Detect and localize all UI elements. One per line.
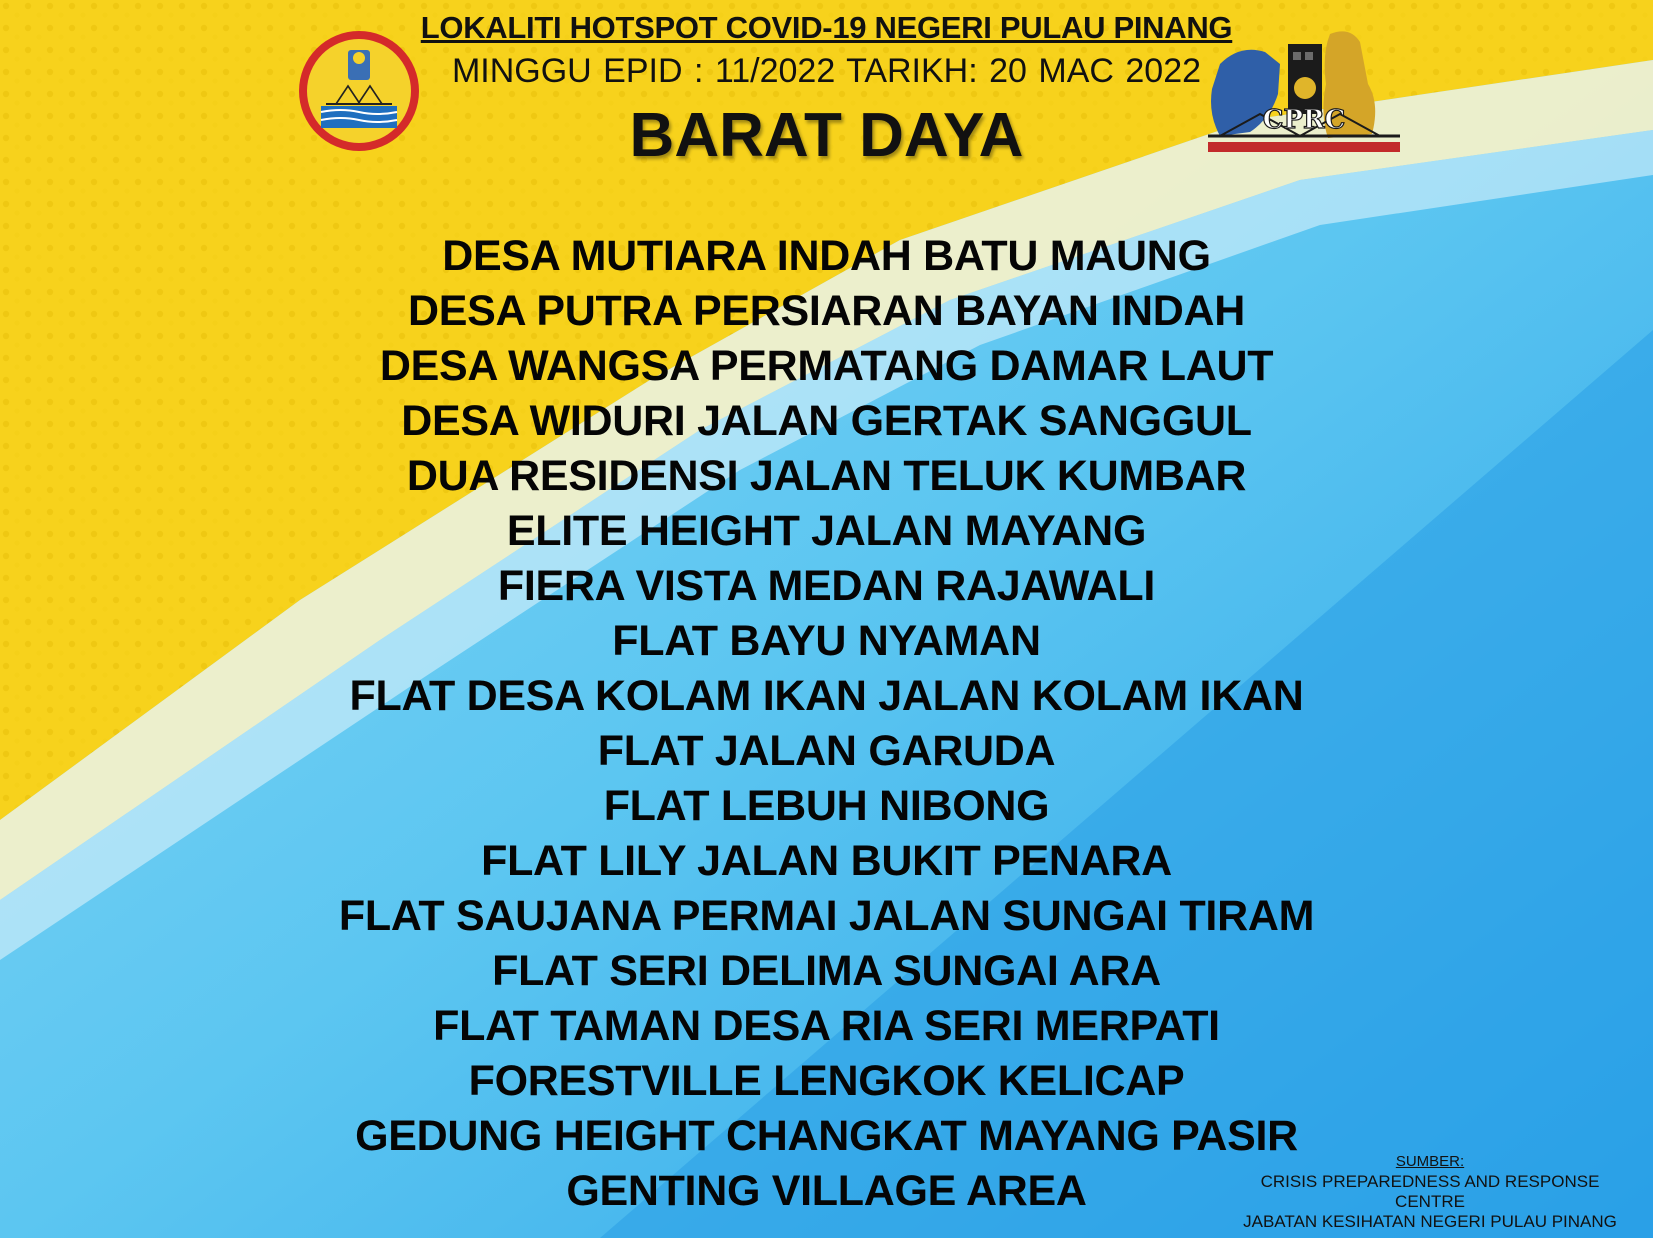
- page-title: LOKALITI HOTSPOT COVID-19 NEGERI PULAU PINANG: [420, 10, 1233, 45]
- list-item: FLAT LILY JALAN BUKIT PENARA: [481, 837, 1172, 885]
- list-item: DESA PUTRA PERSIARAN BAYAN INDAH: [408, 287, 1245, 335]
- list-item: FLAT SAUJANA PERMAI JALAN SUNGAI TIRAM: [338, 892, 1315, 940]
- source-line-1: CRISIS PREPAREDNESS AND RESPONSE: [1260, 1172, 1600, 1191]
- locality-list: [0, 229, 1653, 1219]
- list-item: DUA RESIDENSI JALAN TELUK KUMBAR: [406, 452, 1247, 500]
- list-item: FLAT DESA KOLAM IKAN JALAN KOLAM IKAN: [349, 672, 1304, 720]
- page-subtitle: MINGGU EPID : 11/2022 TARIKH: 20 MAC 2022: [451, 52, 1202, 90]
- source-line-3: JABATAN KESIHATAN NEGERI PULAU PINANG: [1243, 1212, 1617, 1231]
- list-item: FLAT SERI DELIMA SUNGAI ARA: [492, 947, 1161, 995]
- list-item: GENTING VILLAGE AREA: [566, 1167, 1087, 1215]
- list-item: GEDUNG HEIGHT CHANGKAT MAYANG PASIR: [355, 1112, 1298, 1160]
- list-item: FORESTVILLE LENGKOK KELICAP: [468, 1057, 1185, 1105]
- list-item: FLAT BAYU NYAMAN: [612, 617, 1041, 665]
- cprc-logo-text: CPRC: [1262, 105, 1346, 135]
- district-heading: BARAT DAYA: [629, 101, 1024, 170]
- source-label: SUMBER:: [1395, 1153, 1465, 1170]
- list-item: ELITE HEIGHT JALAN MAYANG: [506, 507, 1147, 555]
- list-item: FLAT LEBUH NIBONG: [603, 782, 1050, 830]
- list-item: DESA MUTIARA INDAH BATU MAUNG: [442, 232, 1211, 280]
- list-item: DESA WANGSA PERMATANG DAMAR LAUT: [379, 342, 1274, 390]
- source-line-2: CENTRE: [1395, 1192, 1465, 1211]
- list-item: FLAT JALAN GARUDA: [597, 727, 1056, 775]
- list-item: FLAT TAMAN DESA RIA SERI MERPATI: [433, 1002, 1220, 1050]
- source-credit: [1230, 1152, 1630, 1232]
- list-item: DESA WIDURI JALAN GERTAK SANGGUL: [401, 397, 1252, 445]
- list-item: FIERA VISTA MEDAN RAJAWALI: [497, 562, 1156, 610]
